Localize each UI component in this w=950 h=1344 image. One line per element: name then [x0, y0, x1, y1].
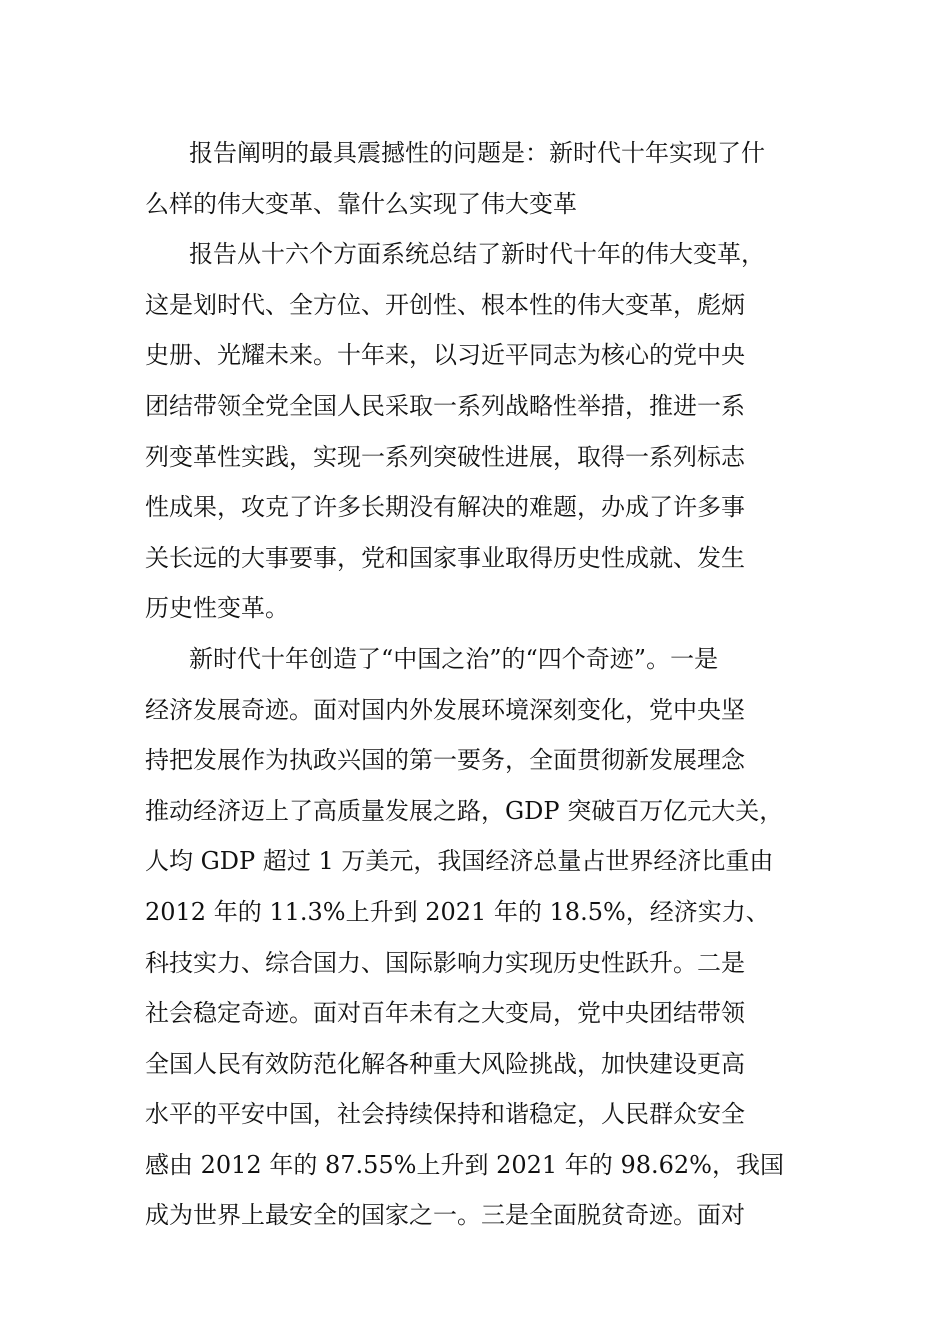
text-line: 人均 GDP 超过 1 万美元，我国经济总量占世界经济比重由 [145, 847, 774, 876]
text-line: 这是划时代、全方位、开创性、根本性的伟大变革，彪炳 [145, 290, 745, 319]
text-line: 持把发展作为执政兴国的第一要务，全面贯彻新发展理念 [145, 746, 745, 775]
text-line: 报告阐明的最具震撼性的问题是：新时代十年实现了什 [189, 139, 765, 167]
text-line: 感由 2012 年的 87.55%上升到 2021 年的 98.62%，我国 [145, 1150, 784, 1179]
text-line: 全国人民有效防范化解各种重大风险挑战，加快建设更高 [145, 1049, 745, 1078]
text-line: 团结带领全党全国人民采取一系列战略性举措，推进一系 [145, 391, 745, 420]
text-line: 水平的平安中国，社会持续保持和谐稳定，人民群众安全 [145, 1100, 745, 1129]
body-text [145, 128, 811, 1241]
text-line: 成为世界上最安全的国家之一。三是全面脱贫奇迹。面对 [145, 1201, 745, 1230]
paragraph-four-miracles [145, 634, 811, 1241]
text-line: 么样的伟大变革、靠什么实现了伟大变革 [145, 189, 577, 218]
text-line: 2012 年的 11.3%上升到 2021 年的 18.5%，经济实力、 [145, 897, 770, 926]
text-line: 科技实力、综合国力、国际影响力实现历史性跃升。二是 [145, 948, 745, 977]
text-line: 经济发展奇迹。面对国内外发展环境深刻变化，党中央坚 [145, 695, 745, 724]
text-line: 报告从十六个方面系统总结了新时代十年的伟大变革， [189, 240, 765, 269]
text-line: 推动经济迈上了高质量发展之路，GDP 突破百万亿元大关， [145, 796, 784, 825]
text-line: 新时代十年创造了“中国之治”的“四个奇迹”。一是 [189, 644, 719, 673]
text-line: 性成果，攻克了许多长期没有解决的难题，办成了许多事 [145, 493, 745, 522]
text-line: 社会稳定奇迹。面对百年未有之大变局，党中央团结带领 [145, 999, 745, 1028]
paragraph-headline [145, 128, 811, 229]
text-line: 史册、光耀未来。十年来，以习近平同志为核心的党中央 [145, 341, 745, 370]
paragraph-summary [145, 229, 811, 634]
text-line: 列变革性实践，实现一系列突破性进展，取得一系列标志 [145, 442, 745, 471]
text-line: 关长远的大事要事，党和国家事业取得历史性成就、发生 [145, 543, 745, 572]
text-line: 历史性变革。 [145, 594, 289, 623]
